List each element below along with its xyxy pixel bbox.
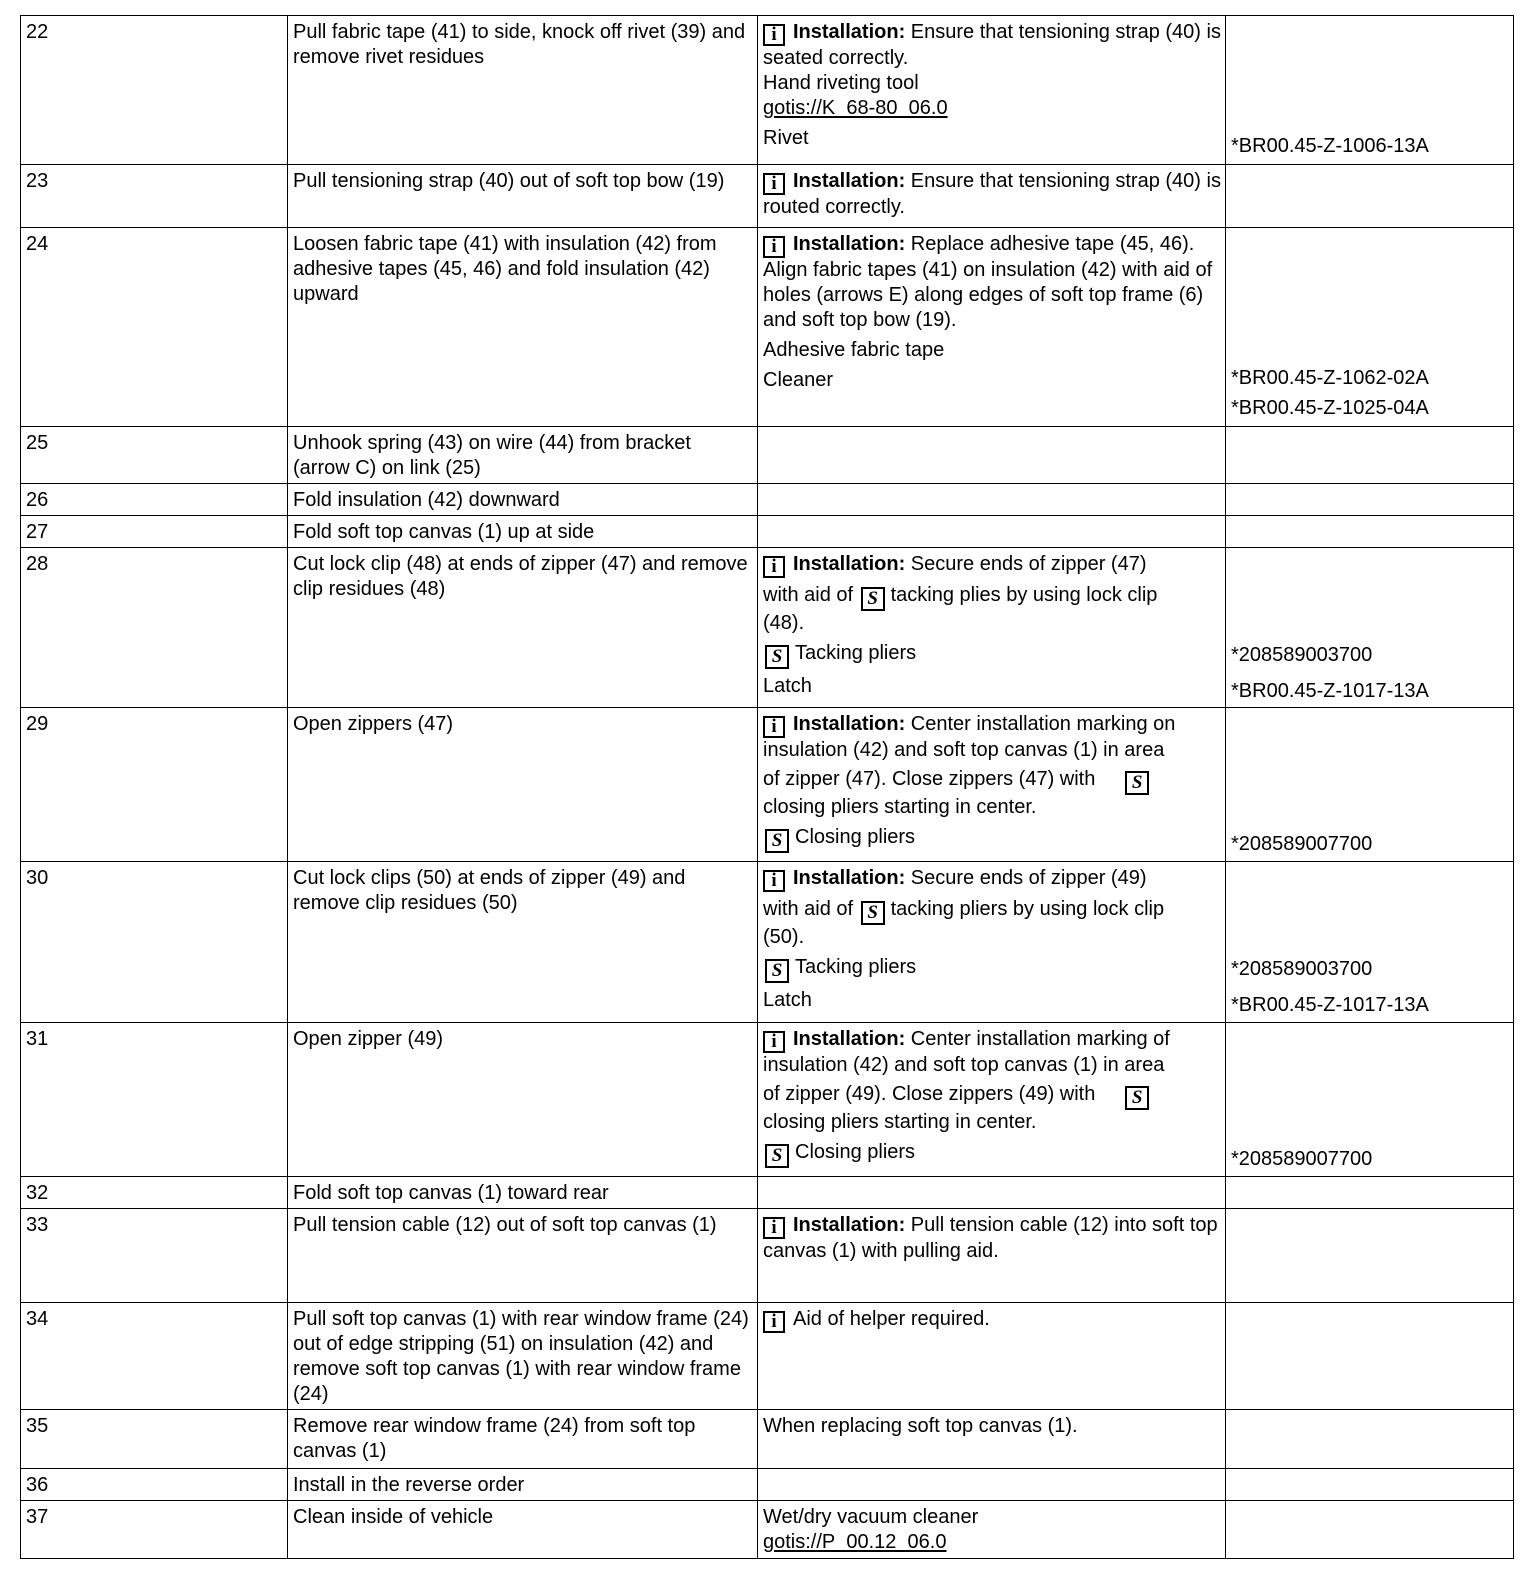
info-icon: i — [763, 1217, 785, 1239]
step-number: 24 — [21, 228, 288, 427]
step-action: Install in the reverse order — [288, 1469, 758, 1501]
special-tool-icon: S — [765, 829, 789, 853]
table-row — [21, 548, 1514, 708]
special-tool-icon: S — [1125, 1086, 1149, 1110]
part-name: Latch — [763, 989, 812, 1011]
part-numbers — [1226, 1303, 1514, 1410]
step-number: 28 — [21, 548, 288, 708]
part-numbers — [1226, 1410, 1514, 1469]
step-notes: When replacing soft top canvas (1). — [758, 1410, 1226, 1469]
part-name: Cleaner — [763, 369, 834, 391]
step-action: Unhook spring (43) on wire (44) from bracket (arrow C) on link (25) — [288, 427, 758, 484]
info-icon: i — [763, 236, 785, 258]
step-notes — [758, 1209, 1226, 1303]
table-row — [21, 427, 1514, 484]
table-row — [21, 484, 1514, 516]
step-number: 26 — [21, 484, 288, 516]
note-text: with aid of — [763, 898, 854, 920]
part-name: Adhesive fabric tape — [763, 339, 945, 361]
step-number: 36 — [21, 1469, 288, 1501]
part-number: *BR00.45-Z-1025-04A — [1231, 397, 1429, 419]
step-number: 32 — [21, 1177, 288, 1209]
note-text: tacking pliers by using lock clip — [890, 898, 1165, 920]
special-tool-icon: S — [1125, 771, 1149, 795]
part-numbers — [1226, 862, 1514, 1023]
procedure-table — [20, 15, 1514, 1559]
step-notes — [758, 16, 1226, 165]
step-notes — [758, 427, 1226, 484]
part-number: *BR00.45-Z-1017-13A — [1231, 680, 1429, 702]
installation-label: Installation: — [793, 867, 906, 889]
step-action: Fold soft top canvas (1) up at side — [288, 516, 758, 548]
special-tool-icon: S — [861, 587, 885, 611]
tool-name: Tacking pliers — [795, 956, 917, 978]
part-numbers — [1226, 1023, 1514, 1177]
tool-link[interactable]: gotis://P_00.12_06.0 — [763, 1531, 947, 1553]
step-notes — [758, 165, 1226, 228]
step-action: Loosen fabric tape (41) with insulation (42) from adhesive tapes (45, 46) and fold insulation (42) upward — [288, 228, 758, 427]
tool-name: Closing pliers — [795, 826, 916, 848]
step-notes — [758, 548, 1226, 708]
table-row — [21, 516, 1514, 548]
part-number: *BR00.45-Z-1017-13A — [1231, 994, 1429, 1016]
step-number: 27 — [21, 516, 288, 548]
step-notes — [758, 1023, 1226, 1177]
table-row — [21, 1209, 1514, 1303]
info-icon: i — [763, 870, 785, 892]
special-tool-icon: S — [765, 645, 789, 669]
step-notes — [758, 708, 1226, 862]
step-number: 30 — [21, 862, 288, 1023]
info-icon: i — [763, 173, 785, 195]
note-text: Pull tension cable (12) into soft top canvas (1) with pulling aid. — [763, 1214, 1218, 1262]
step-notes — [758, 1303, 1226, 1410]
table-row — [21, 1303, 1514, 1410]
note-text: Center installation marking on insulation (42) and soft top canvas (1) in area — [763, 713, 1176, 761]
note-text: closing pliers starting in center. — [763, 796, 1037, 818]
step-number: 34 — [21, 1303, 288, 1410]
step-number: 35 — [21, 1410, 288, 1469]
part-numbers — [1226, 1469, 1514, 1501]
step-action: Remove rear window frame (24) from soft top canvas (1) — [288, 1410, 758, 1469]
step-action: Pull soft top canvas (1) with rear window frame (24) out of edge stripping (51) on insulation (42) and remove soft top canvas (1) with rear window frame (24) — [288, 1303, 758, 1410]
step-action: Clean inside of vehicle — [288, 1501, 758, 1559]
step-action: Pull tension cable (12) out of soft top canvas (1) — [288, 1209, 758, 1303]
info-icon: i — [763, 24, 785, 46]
part-numbers — [1226, 516, 1514, 548]
part-number: *208589007700 — [1231, 1148, 1373, 1170]
note-text: of zipper (49). Close zippers (49) with — [763, 1083, 1096, 1105]
table-row — [21, 1469, 1514, 1501]
installation-label: Installation: — [793, 21, 906, 43]
info-icon: i — [763, 716, 785, 738]
part-number: *BR00.45-Z-1062-02A — [1231, 367, 1429, 389]
part-number: *BR00.45-Z-1006-13A — [1231, 135, 1429, 157]
step-action: Cut lock clips (50) at ends of zipper (49) and remove clip residues (50) — [288, 862, 758, 1023]
note-text: Ensure that tensioning strap (40) is seated correctly. — [763, 21, 1221, 69]
part-number: *208589003700 — [1231, 958, 1373, 980]
note-text: Center installation marking of insulation (42) and soft top canvas (1) in area — [763, 1028, 1170, 1076]
tool-link[interactable]: gotis://K_68-80_06.0 — [763, 97, 948, 119]
part-name: Latch — [763, 675, 812, 697]
note-text: (50). — [763, 926, 805, 948]
table-row — [21, 862, 1514, 1023]
info-icon: i — [763, 556, 785, 578]
note-text: Replace adhesive tape (45, 46). — [910, 233, 1195, 255]
part-number: *208589003700 — [1231, 644, 1373, 666]
special-tool-icon: S — [765, 959, 789, 983]
table-row — [21, 1177, 1514, 1209]
table-row — [21, 1501, 1514, 1559]
table-row — [21, 708, 1514, 862]
table-row — [21, 165, 1514, 228]
step-action: Pull fabric tape (41) to side, knock off rivet (39) and remove rivet residues — [288, 16, 758, 165]
tool-name: Wet/dry vacuum cleaner — [763, 1506, 979, 1528]
note-text: tacking plies by using lock clip — [890, 584, 1158, 606]
note-text: closing pliers starting in center. — [763, 1111, 1037, 1133]
step-number: 25 — [21, 427, 288, 484]
step-notes — [758, 228, 1226, 427]
part-numbers — [1226, 484, 1514, 516]
step-action: Pull tensioning strap (40) out of soft top bow (19) — [288, 165, 758, 228]
installation-label: Installation: — [793, 1028, 906, 1050]
table-row — [21, 228, 1514, 427]
step-action: Fold insulation (42) downward — [288, 484, 758, 516]
step-notes — [758, 516, 1226, 548]
step-action: Cut lock clip (48) at ends of zipper (47) and remove clip residues (48) — [288, 548, 758, 708]
installation-label: Installation: — [793, 233, 906, 255]
procedure-table-container — [20, 15, 1513, 1559]
special-tool-icon: S — [861, 901, 885, 925]
table-row — [21, 1410, 1514, 1469]
table-row — [21, 1023, 1514, 1177]
step-action: Fold soft top canvas (1) toward rear — [288, 1177, 758, 1209]
tool-name: Hand riveting tool — [763, 72, 919, 94]
note-text: Aid of helper required. — [793, 1308, 990, 1330]
installation-label: Installation: — [793, 1214, 906, 1236]
note-text: Secure ends of zipper (47) — [910, 553, 1147, 575]
info-icon: i — [763, 1311, 785, 1333]
part-numbers — [1226, 1177, 1514, 1209]
step-number: 29 — [21, 708, 288, 862]
special-tool-icon: S — [765, 1144, 789, 1168]
part-numbers — [1226, 165, 1514, 228]
part-number: *208589007700 — [1231, 833, 1373, 855]
step-number: 23 — [21, 165, 288, 228]
step-action: Open zipper (49) — [288, 1023, 758, 1177]
step-notes — [758, 1177, 1226, 1209]
part-numbers — [1226, 16, 1514, 165]
part-numbers — [1226, 228, 1514, 427]
step-number: 22 — [21, 16, 288, 165]
part-name: Rivet — [763, 127, 809, 149]
part-numbers — [1226, 1209, 1514, 1303]
step-notes — [758, 1469, 1226, 1501]
part-numbers — [1226, 427, 1514, 484]
table-row — [21, 16, 1514, 165]
installation-label: Installation: — [793, 170, 906, 192]
step-notes — [758, 862, 1226, 1023]
note-text: Ensure that tensioning strap (40) is routed correctly. — [763, 170, 1221, 218]
part-numbers — [1226, 548, 1514, 708]
step-notes — [758, 484, 1226, 516]
note-text: with aid of — [763, 584, 854, 606]
part-numbers — [1226, 1501, 1514, 1559]
note-text: Secure ends of zipper (49) — [910, 867, 1147, 889]
installation-label: Installation: — [793, 553, 906, 575]
step-notes — [758, 1501, 1226, 1559]
note-text: (48). — [763, 612, 805, 634]
step-number: 33 — [21, 1209, 288, 1303]
note-text: of zipper (47). Close zippers (47) with — [763, 768, 1096, 790]
installation-label: Installation: — [793, 713, 906, 735]
info-icon: i — [763, 1031, 785, 1053]
step-number: 37 — [21, 1501, 288, 1559]
part-numbers — [1226, 708, 1514, 862]
note-text: Align fabric tapes (41) on insulation (42) with aid of holes (arrows E) along edges of soft top frame (6) and soft top bow (19). — [763, 259, 1213, 331]
step-action: Open zippers (47) — [288, 708, 758, 862]
tool-name: Closing pliers — [795, 1141, 916, 1163]
tool-name: Tacking pliers — [795, 642, 917, 664]
step-number: 31 — [21, 1023, 288, 1177]
